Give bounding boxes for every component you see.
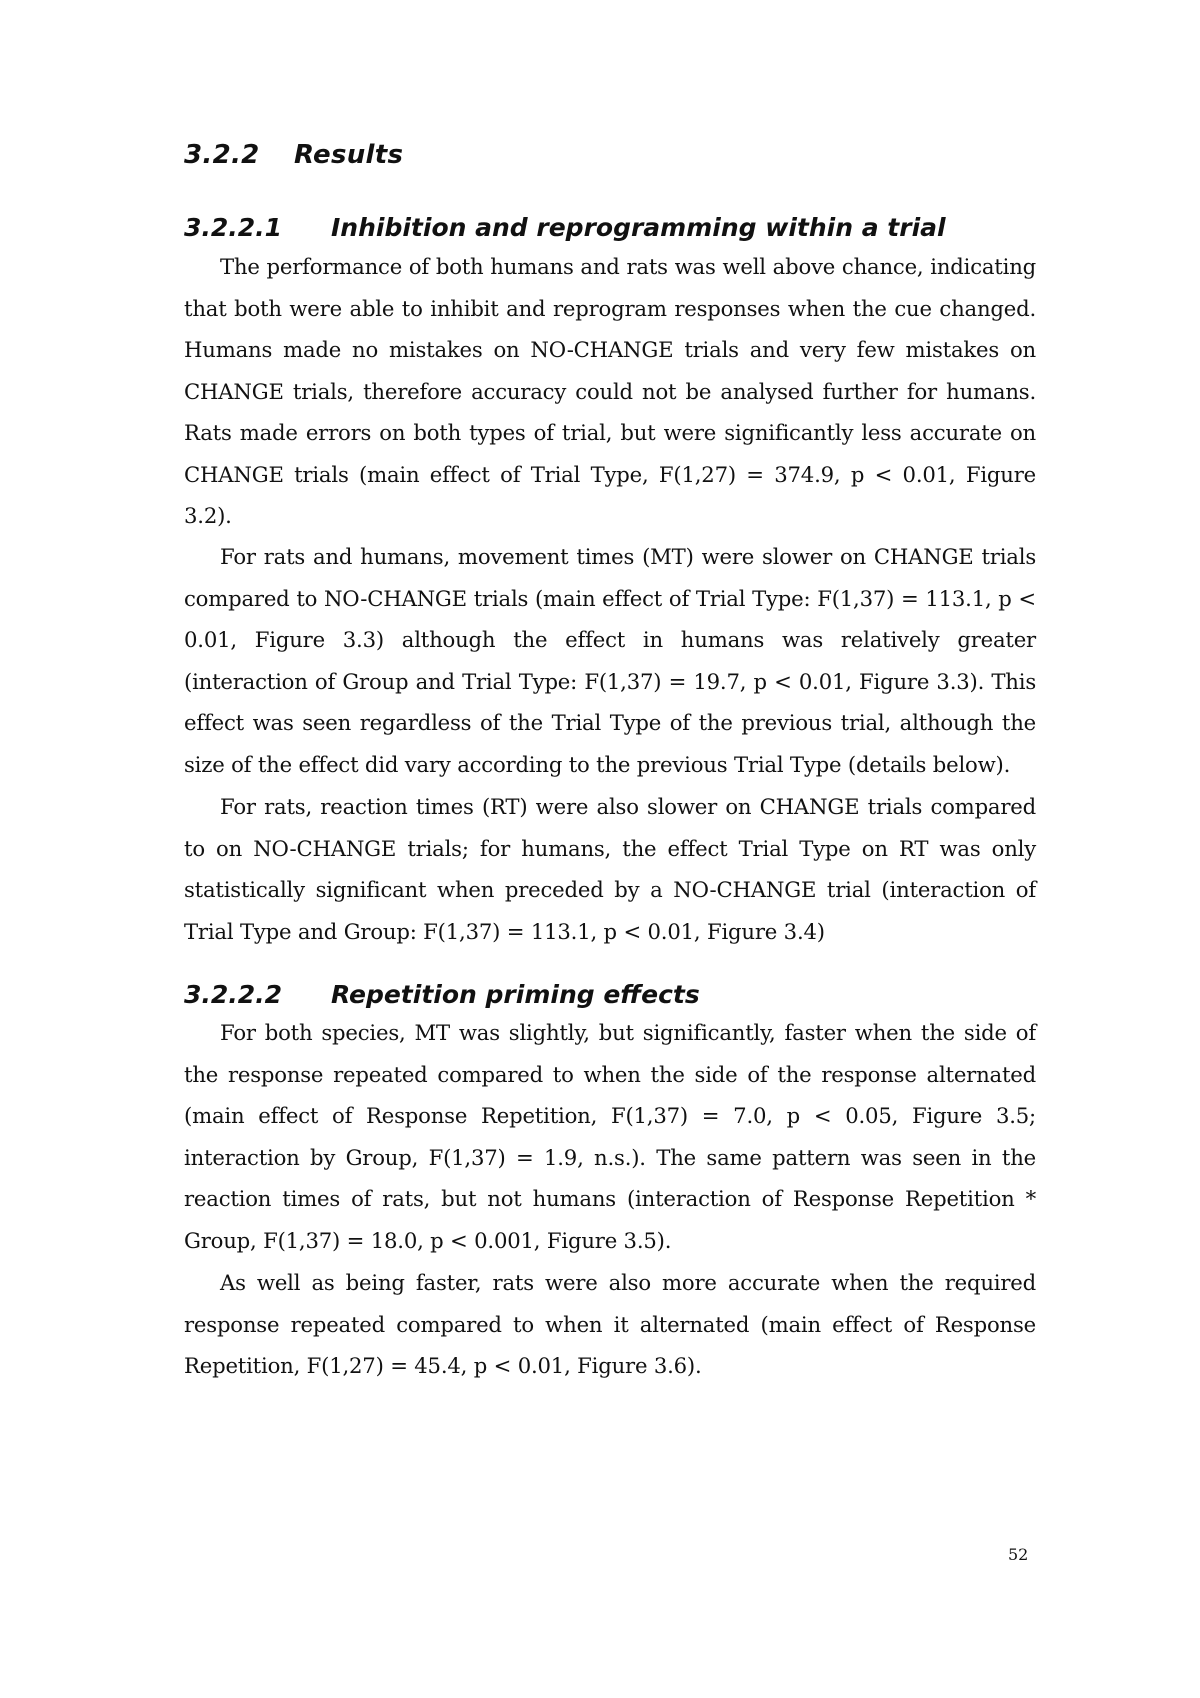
section-title: Results (294, 140, 404, 170)
paragraph: As well as being faster, rats were also more accurate when the required response repeated compared to when it alternated (main effect of Response Repetition, F(1,27) = 45.4, p < 0.01, Figure 3.6). (184, 1270, 1036, 1378)
section-number: 3.2.2 (184, 140, 260, 170)
subsection-title: Repetition priming effects (331, 980, 700, 1009)
subsection-number: 3.2.2.1 (184, 213, 283, 242)
paragraph: For rats and humans, movement times (MT) were slower on CHANGE trials compared to NO-CHANGE trials (main effect of Trial Type: F(1,37) = 113.1, p < 0.01, Figure 3.3) although the effect in humans was relatively greater (interaction of Group and Trial Type: F(1,37) = 19.7, p < 0.01, Figure 3.3). This effect was seen regardless of the Trial Type of the previous trial, although the size of the effect did vary according to the previous Trial Type (details below). (184, 544, 1036, 777)
subsection-title: Inhibition and reprogramming within a trial (331, 213, 946, 242)
paragraph: For rats, reaction times (RT) were also slower on CHANGE trials compared to on NO-CHANGE trials; for humans, the effect Trial Type on RT was only statistically significant when preceded by a NO-CHANGE trial (interaction of Trial Type and Group: F(1,37) = 113.1, p < 0.01, Figure 3.4) (184, 794, 1036, 944)
page-number: 52 (1008, 1545, 1029, 1564)
subsection-heading (184, 980, 700, 1009)
subsection-number: 3.2.2.2 (184, 980, 283, 1009)
section-heading (184, 140, 403, 170)
paragraph: For both species, MT was slightly, but significantly, faster when the side of the response repeated compared to when the side of the response alternated (main effect of Response Repetition, F(1,37) = 7.0, p < 0.05, Figure 3.5; interaction by Group, F(1,37) = 1.9, n.s.). The same pattern was seen in the reaction times of rats, but not humans (interaction of Response Repetition * Group, F(1,37) = 18.0, p < 0.001, Figure 3.5). (184, 1020, 1036, 1253)
paragraph: The performance of both humans and rats was well above chance, indicating that both were able to inhibit and reprogram responses when the cue changed. Humans made no mistakes on NO-CHANGE trials and very few mistakes on CHANGE trials, therefore accuracy could not be analysed further for humans. Rats made errors on both types of trial, but were significantly less accurate on CHANGE trials (main effect of Trial Type, F(1,27) = 374.9, p < 0.01, Figure 3.2). (184, 254, 1036, 528)
subsection-heading (184, 213, 946, 242)
